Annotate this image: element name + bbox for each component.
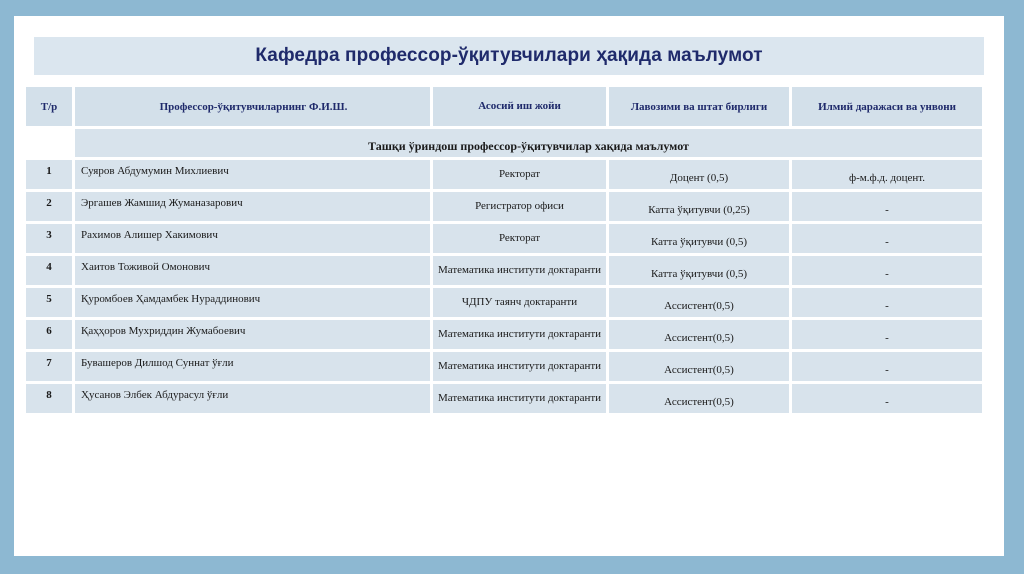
- cell-degree: [792, 352, 982, 381]
- section-row: [26, 129, 982, 157]
- cell-place: [433, 192, 606, 221]
- cell-name-text: Эргашев Жамшид Жуманазарович: [81, 196, 243, 209]
- cell-name: [75, 288, 430, 317]
- cell-num: [26, 192, 72, 221]
- section-spacer: [26, 129, 72, 157]
- table-row: [26, 288, 982, 317]
- cell-position: [609, 224, 789, 253]
- cell-name-text: Ҳусанов Элбек Абдурасул ўғли: [81, 388, 229, 401]
- cell-name-text: Хаитов Тоживой Омонович: [81, 260, 211, 273]
- cell-position-text: Ассистент(0,5): [664, 331, 734, 344]
- cell-place-text: ЧДПУ таянч доктаранти: [461, 296, 578, 308]
- cell-degree: [792, 224, 982, 253]
- cell-place: [433, 224, 606, 253]
- cell-position: [609, 320, 789, 349]
- cell-place-text: Математика институти доктаранти: [437, 264, 602, 276]
- table-header-row: [26, 87, 982, 126]
- cell-degree-text: -: [885, 267, 889, 280]
- table-row: [26, 384, 982, 413]
- cell-position-text: Катта ўқитувчи (0,5): [650, 235, 748, 248]
- cell-place: [433, 256, 606, 285]
- table-body: [26, 129, 982, 413]
- cell-num: [26, 256, 72, 285]
- title-bar: [34, 37, 984, 75]
- page-title: Кафедра профессор-ўқитувчилари ҳақида маълумот: [255, 45, 763, 66]
- cell-name-text: Қаҳҳоров Мухриддин Жумабоевич: [81, 324, 246, 337]
- cell-name: [75, 256, 430, 285]
- cell-degree: [792, 320, 982, 349]
- cell-place-text: Регистратор офиси: [475, 200, 564, 212]
- cell-name: [75, 224, 430, 253]
- cell-position-text: Ассистент(0,5): [664, 395, 734, 408]
- cell-num-text: 2: [46, 196, 52, 209]
- cell-place-text: Математика институти доктаранти: [437, 360, 602, 372]
- cell-degree-text: -: [885, 299, 889, 312]
- cell-place: [433, 352, 606, 381]
- cell-degree-text: -: [885, 395, 889, 408]
- cell-degree-text: -: [885, 203, 889, 216]
- table-row: [26, 160, 982, 189]
- cell-degree: [792, 192, 982, 221]
- cell-degree-text: -: [885, 235, 889, 248]
- cell-place-text: Ректорат: [498, 168, 541, 180]
- table-row: [26, 192, 982, 221]
- cell-degree-text: -: [885, 363, 889, 376]
- cell-num-text: 3: [46, 228, 52, 241]
- cell-name: [75, 320, 430, 349]
- cell-place: [433, 288, 606, 317]
- cell-place-text: Математика институти доктаранти: [437, 392, 602, 404]
- cell-name: [75, 192, 430, 221]
- cell-place: [433, 320, 606, 349]
- cell-degree: [792, 384, 982, 413]
- cell-num-text: 8: [46, 388, 52, 401]
- header-name: Профессор-ўқитувчиларнинг Ф.И.Ш.: [75, 87, 430, 126]
- cell-num: [26, 224, 72, 253]
- cell-place-text: Математика институти доктаранти: [437, 328, 602, 340]
- cell-position: [609, 352, 789, 381]
- cell-name-text: Бувашеров Дилшод Суннат ўғли: [81, 356, 234, 369]
- cell-place: [433, 384, 606, 413]
- table-row: [26, 352, 982, 381]
- header-degree: Илмий даражаси ва унвони: [792, 87, 982, 126]
- cell-num-text: 7: [46, 356, 52, 369]
- cell-position-text: Ассистент(0,5): [664, 299, 734, 312]
- cell-position: [609, 192, 789, 221]
- cell-position-text: Доцент (0,5): [669, 171, 729, 184]
- cell-num-text: 5: [46, 292, 52, 305]
- cell-num-text: 6: [46, 324, 52, 337]
- cell-num-text: 1: [46, 164, 52, 177]
- table-row: [26, 320, 982, 349]
- cell-name: [75, 352, 430, 381]
- cell-degree: [792, 256, 982, 285]
- cell-degree-text: ф-м.ф.д. доцент.: [849, 171, 925, 184]
- cell-num-text: 4: [46, 260, 52, 273]
- cell-position-text: Катта ўқитувчи (0,25): [648, 203, 750, 216]
- cell-position: [609, 160, 789, 189]
- cell-position-text: Ассистент(0,5): [664, 363, 734, 376]
- section-title: Ташқи ўриндош профессор-ўқитувчилар хақида маълумот: [75, 129, 982, 157]
- cell-name: [75, 160, 430, 189]
- cell-num: [26, 320, 72, 349]
- cell-name-text: Рахимов Алишер Хакимович: [81, 228, 218, 241]
- table-row: [26, 256, 982, 285]
- cell-name-text: Қуромбоев Ҳамдамбек Нураддинович: [81, 292, 261, 305]
- cell-num: [26, 352, 72, 381]
- cell-degree-text: -: [885, 331, 889, 344]
- cell-name: [75, 384, 430, 413]
- cell-place: [433, 160, 606, 189]
- slide: [14, 16, 1004, 556]
- header-num: Т/р: [26, 87, 72, 126]
- table-row: [26, 224, 982, 253]
- cell-position: [609, 384, 789, 413]
- header-place: Асосий иш жойи: [433, 87, 606, 126]
- cell-position: [609, 288, 789, 317]
- cell-num: [26, 288, 72, 317]
- cell-position: [609, 256, 789, 285]
- cell-degree: [792, 160, 982, 189]
- staff-table: [23, 84, 985, 416]
- cell-position-text: Катта ўқитувчи (0,5): [650, 267, 748, 280]
- cell-num: [26, 384, 72, 413]
- cell-num: [26, 160, 72, 189]
- cell-name-text: Суяров Абдумумин Михлиевич: [81, 164, 229, 177]
- cell-degree: [792, 288, 982, 317]
- header-position: Лавозими ва штат бирлиги: [609, 87, 789, 126]
- cell-place-text: Ректорат: [498, 232, 541, 244]
